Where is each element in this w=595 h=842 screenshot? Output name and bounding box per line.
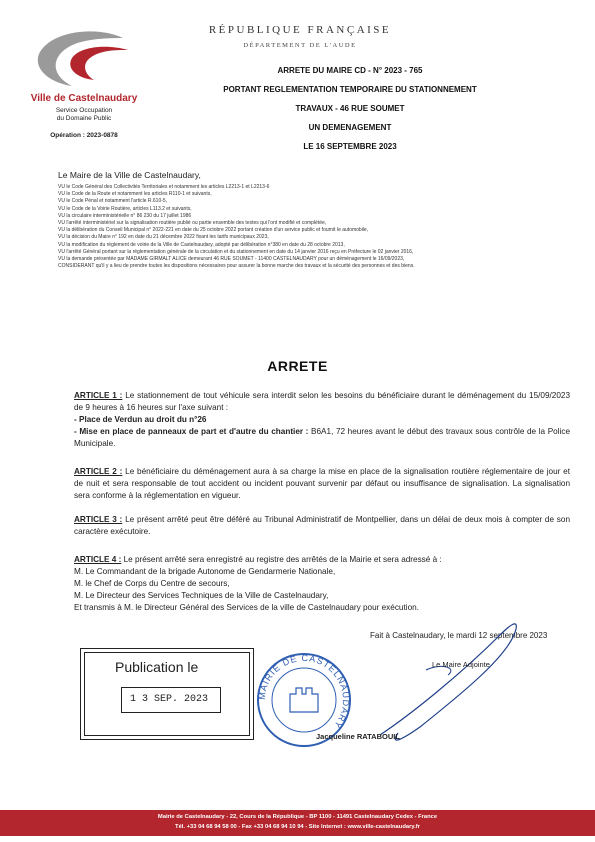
visa-item: VU la modification du règlement de voirie de la Ville de Castelnaudary, adopté par délibération n°380 en date du 28 octobre 2013, — [58, 241, 345, 248]
article-1-place: - Place de Verdun au droit du n°26 — [74, 415, 207, 424]
footer-contact: Tél. +33 04 68 94 58 00 - Fax +33 04 68 94 10 94 - Site Internet : www.ville-castelnaudary.fr — [175, 824, 420, 830]
visa-item: VU le Code de la Voirie Routière, articles L113.2 et suivants, — [58, 205, 192, 212]
publication-date: 1 3 SEP. 2023 — [130, 694, 209, 705]
article-2-label: ARTICLE 2 : — [74, 467, 123, 476]
article-3-label: ARTICLE 3 : — [74, 515, 123, 524]
considerant: CONSIDERANT qu'il y a lieu de prendre toutes les dispositions nécessaires pour assurer la bonne marche des travaux et la sécurité des personnes et des biens. — [58, 263, 415, 270]
article-1 — [74, 390, 570, 450]
publication-label: Publication le — [115, 659, 199, 675]
operation-number: Opération : 2023-0878 — [50, 132, 118, 139]
recipient: Et transmis à M. le Directeur Général des Services de la ville de Castelnaudary pour exécution. — [74, 603, 419, 612]
article-4-text: Le présent arrêté sera enregistré au registre des arrêtés de la Mairie et sera adressé à : — [123, 555, 442, 564]
article-2 — [74, 466, 570, 502]
arrete-heading: ARRETE — [267, 358, 328, 374]
signature-scribble — [340, 615, 540, 750]
visa-item: VU la délibération du Conseil Municipal n° 2022-221 en date du 25 octobre 2022 portant création d'un service public et fournit le automobile, — [58, 227, 369, 234]
recipient: M. le Chef de Corps du Centre de secours, — [74, 579, 230, 588]
visa-item: VU le Code Pénal et notamment l'article R.610-5, — [58, 198, 168, 205]
publication-date-box — [121, 687, 221, 713]
publication-stamp — [80, 648, 254, 740]
recipient: M. Le Directeur des Services Techniques de la Ville de Castelnaudary, — [74, 591, 329, 600]
publication-stamp-frame — [84, 652, 250, 736]
article-1-text: Le stationnement de tout véhicule sera interdit selon les besoins du bénéficiaire durant le déménagement du 15/09/2023 de 9 heures à 16 heures sur l'axe suivant : — [74, 391, 570, 412]
visa-item: VU l'arrêté Général portant sur la réglementation générale de la circulation et du stationnement en date du 14 janvier 2016 reçu en Préfecture le 02 janvier 2016, — [58, 248, 414, 255]
article-4 — [74, 554, 570, 614]
fait-a: Fait à Castelnaudary, le mardi 12 septembre 2023 — [370, 631, 548, 640]
arrete-number: ARRETE DU MAIRE CD - N° 2023 - 765 — [277, 66, 423, 75]
article-2-text: Le bénéficiaire du déménagement aura à sa charge la mise en place de la signalisation routière réglementaire de jour et de nuit et sera responsable de tout accident ou incident pouvant survenir par défaut ou insuffisance de signalisation. La signalisation sera conforme à la réglementation en vigueur. — [74, 467, 570, 500]
service-name: Service Occupation du Domaine Public — [55, 107, 113, 122]
footer-address: Mairie de Castelnaudary - 22, Cours de la République - BP 1100 - 11491 Castelnaudary Cedex - France — [157, 814, 438, 820]
svg-text:MAIRIE DE CASTELNAUDARY: MAIRIE DE CASTELNAUDARY — [256, 652, 352, 731]
visa-item: VU la décision du Maire n° 192 en date du 21 décembre 2022 fixant les tarifs municipaux 2023, — [58, 234, 269, 241]
signatory-name: Jacqueline RATABOUIL — [316, 732, 400, 741]
article-1-signage: - Mise en place de panneaux de part et d'autre du chantier : B6A1, 72 heures avant le début des travaux sous contrôle de la Police Municipale. — [74, 427, 571, 448]
visa-item: VU le Code de la Route et notamment les articles R110-1 et suivants, — [58, 191, 212, 198]
article-3-text: Le présent arrêté peut être déféré au Tribunal Administratif de Montpellier, dans un délai de deux mois à compter de son caractère exécutoire. — [74, 515, 571, 536]
visa-list — [58, 184, 578, 270]
signatory-role: Le Maire Adjointe — [432, 660, 490, 669]
visa-item: VU la circulaire interministérielle n° 86 230 du 17 juillet 1986 — [58, 212, 192, 219]
town-name: Ville de Castelnaudary — [30, 93, 138, 104]
visa-item: VU l'arrêté interministériel sur la signalisation routière publié ou partie ensemble des textes qui l'ont modifié et complétée, — [58, 220, 327, 227]
visa-item: VU la demande présentée par MADAME GIRMALT ALICE demeurant 46 RUE SOUMET - 11400 CASTELNAUDARY pour un déménagement le 16/09/2023, — [58, 256, 405, 263]
article-4-label: ARTICLE 4 : — [74, 555, 122, 564]
republique-francaise: RÉPUBLIQUE FRANÇAISE — [208, 24, 392, 36]
castelnaudary-logo — [28, 30, 140, 92]
article-3 — [74, 514, 570, 538]
arrete-motive: UN DEMENAGEMENT — [308, 123, 392, 132]
arrete-subject: PORTANT REGLEMENTATION TEMPORAIRE DU STATIONNEMENT — [223, 85, 477, 94]
recipient: M. Le Commandant de la brigade Autonome de Gendarmerie Nationale, — [74, 567, 336, 576]
arrete-date: LE 16 SEPTEMBRE 2023 — [303, 142, 397, 151]
footer-band — [0, 810, 595, 836]
maire-intro: Le Maire de la Ville de Castelnaudary, — [58, 170, 201, 180]
arrete-location: TRAVAUX - 46 RUE SOUMET — [295, 104, 405, 113]
article-1-label: ARTICLE 1 : — [74, 391, 123, 400]
visa-item: VU le Code Général des Collectivités Territoriales et notamment les articles L2213-1 et L2213-6 — [58, 184, 270, 190]
departement: DÉPARTEMENT DE L'AUDE — [243, 42, 357, 49]
